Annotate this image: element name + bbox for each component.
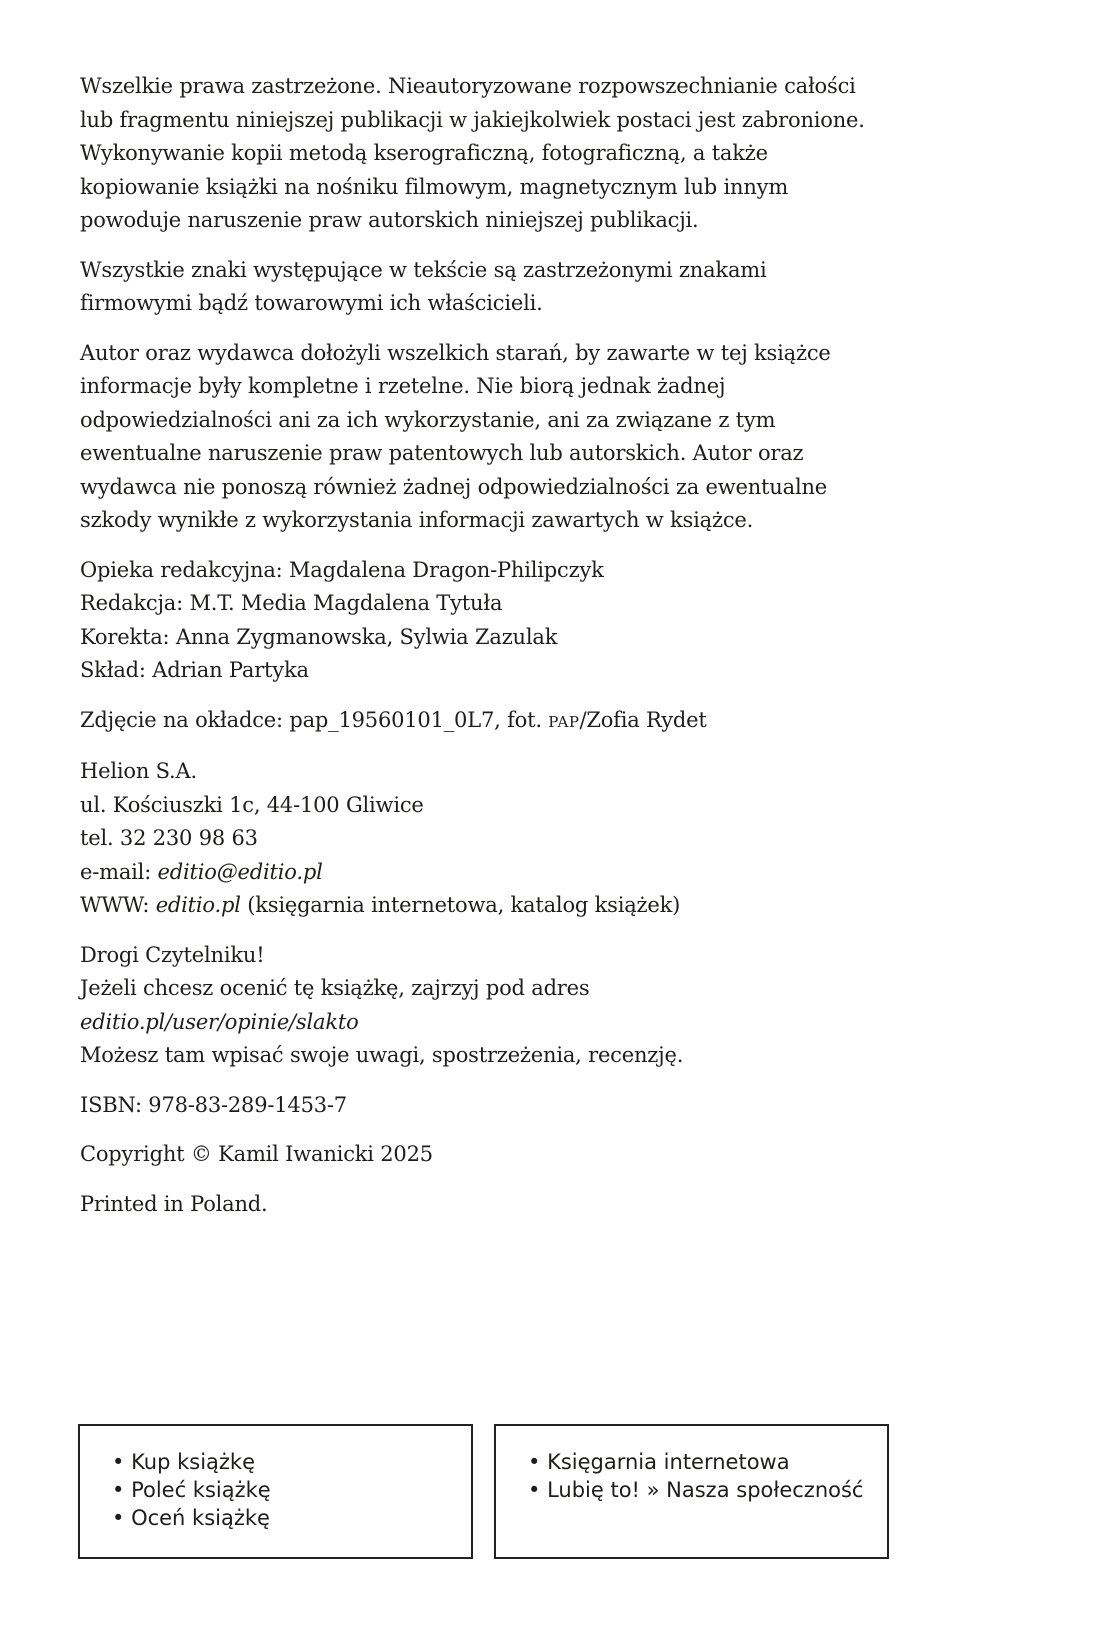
reader-greeting: Drogi Czytelniku! (80, 942, 265, 967)
rights-line: Wszelkie prawa zastrzeżone. Nieautoryzowane rozpowszechnianie całości (80, 74, 856, 98)
email-label: e-mail: (80, 859, 158, 884)
publisher-address: ul. Kościuszki 1c, 44-100 Gliwice (80, 792, 424, 817)
rights-paragraph (80, 70, 940, 238)
isbn (80, 1089, 940, 1123)
opinion-url-link[interactable]: editio.pl/user/opinie/slakto (80, 1009, 359, 1034)
printed-text: Printed in Poland. (80, 1191, 268, 1216)
imprint-page (80, 70, 940, 1237)
publisher-email-line (80, 856, 940, 890)
publisher-name: Helion S.A. (80, 759, 197, 783)
disclaimer-line: szkody wynikłe z wykorzystania informacji zawartych w książce. (80, 508, 754, 532)
reader-note (80, 939, 940, 1073)
cover-photo-line (80, 704, 940, 740)
rights-line: lub fragmentu niniejszej publikacji w jakiejkolwiek postaci jest zabronione. (80, 107, 865, 132)
online-bookstore-link[interactable]: • Księgarnia internetowa (528, 1448, 887, 1476)
store-links-box (494, 1424, 889, 1559)
reader-rate-line: Jeżeli chcesz ocenić tę książkę, zajrzyj pod adres (80, 976, 590, 1000)
reader-comment-line: Możesz tam wpisać swoje uwagi, spostrzeżenia, recenzję. (80, 1043, 684, 1067)
www-label: WWW: (80, 893, 156, 917)
trademarks-paragraph (80, 254, 940, 321)
copyright (80, 1138, 940, 1172)
rights-line: kopiowanie książki na nośniku filmowym, magnetycznym lub innym (80, 174, 789, 199)
email-link[interactable]: editio@editio.pl (157, 859, 323, 884)
publisher-info (80, 755, 940, 923)
trademarks-line: Wszystkie znaki występujące w tekście są zastrzeżonymi znakami (80, 257, 767, 282)
recommend-book-link[interactable]: • Poleć książkę (112, 1476, 471, 1504)
rate-book-link[interactable]: • Oceń książkę (112, 1504, 471, 1532)
credits-paragraph (80, 554, 940, 688)
disclaimer-line: wydawca nie ponoszą również żadnej odpowiedzialności za ewentualne (80, 474, 828, 499)
trademarks-line: firmowymi bądź towarowymi ich właścicieli. (80, 291, 543, 315)
disclaimer-paragraph (80, 337, 940, 538)
publisher-www-line (80, 889, 940, 923)
credit-redaction: Redakcja: M.T. Media Magdalena Tytuła (80, 591, 503, 615)
cover-photo-suffix: /Zofia Rydet (579, 707, 707, 732)
community-link[interactable]: • Lubię to! » Nasza społeczność (528, 1476, 887, 1504)
credit-typesetting: Skład: Adrian Partyka (80, 658, 309, 682)
photo-agency: PAP (548, 712, 580, 731)
disclaimer-line: odpowiedzialności ani za ich wykorzystanie, ani za związane z tym (80, 407, 776, 432)
publisher-phone: tel. 32 230 98 63 (80, 826, 258, 850)
www-note: (księgarnia internetowa, katalog książek) (240, 893, 681, 917)
reader-url-line (80, 1006, 940, 1040)
copyright-text: Copyright © Kamil Iwanicki 2025 (80, 1142, 433, 1166)
book-actions-box (78, 1424, 473, 1559)
isbn-text: ISBN: 978-83-289-1453-7 (80, 1092, 347, 1117)
cover-photo-prefix: Zdjęcie na okładce: pap_19560101_0L7, fot. (80, 707, 549, 732)
buy-book-link[interactable]: • Kup książkę (112, 1448, 471, 1476)
credit-editor: Opieka redakcyjna: Magdalena Dragon-Philipczyk (80, 557, 604, 582)
disclaimer-line: Autor oraz wydawca dołożyli wszelkich starań, by zawarte w tej książce (80, 340, 831, 365)
disclaimer-line: informacje były kompletne i rzetelne. Nie biorą jednak żadnej (80, 374, 726, 398)
cover-photo-credit (80, 704, 940, 740)
www-link[interactable]: editio.pl (155, 893, 241, 917)
disclaimer-line: ewentualne naruszenie praw patentowych lub autorskich. Autor oraz (80, 441, 804, 465)
credit-proofreading: Korekta: Anna Zygmanowska, Sylwia Zazulak (80, 624, 558, 649)
rights-line: powoduje naruszenie praw autorskich niniejszej publikacji. (80, 208, 699, 232)
rights-line: Wykonywanie kopii metodą kserograficzną, fotograficzną, a także (80, 141, 768, 165)
printed-in (80, 1188, 940, 1222)
